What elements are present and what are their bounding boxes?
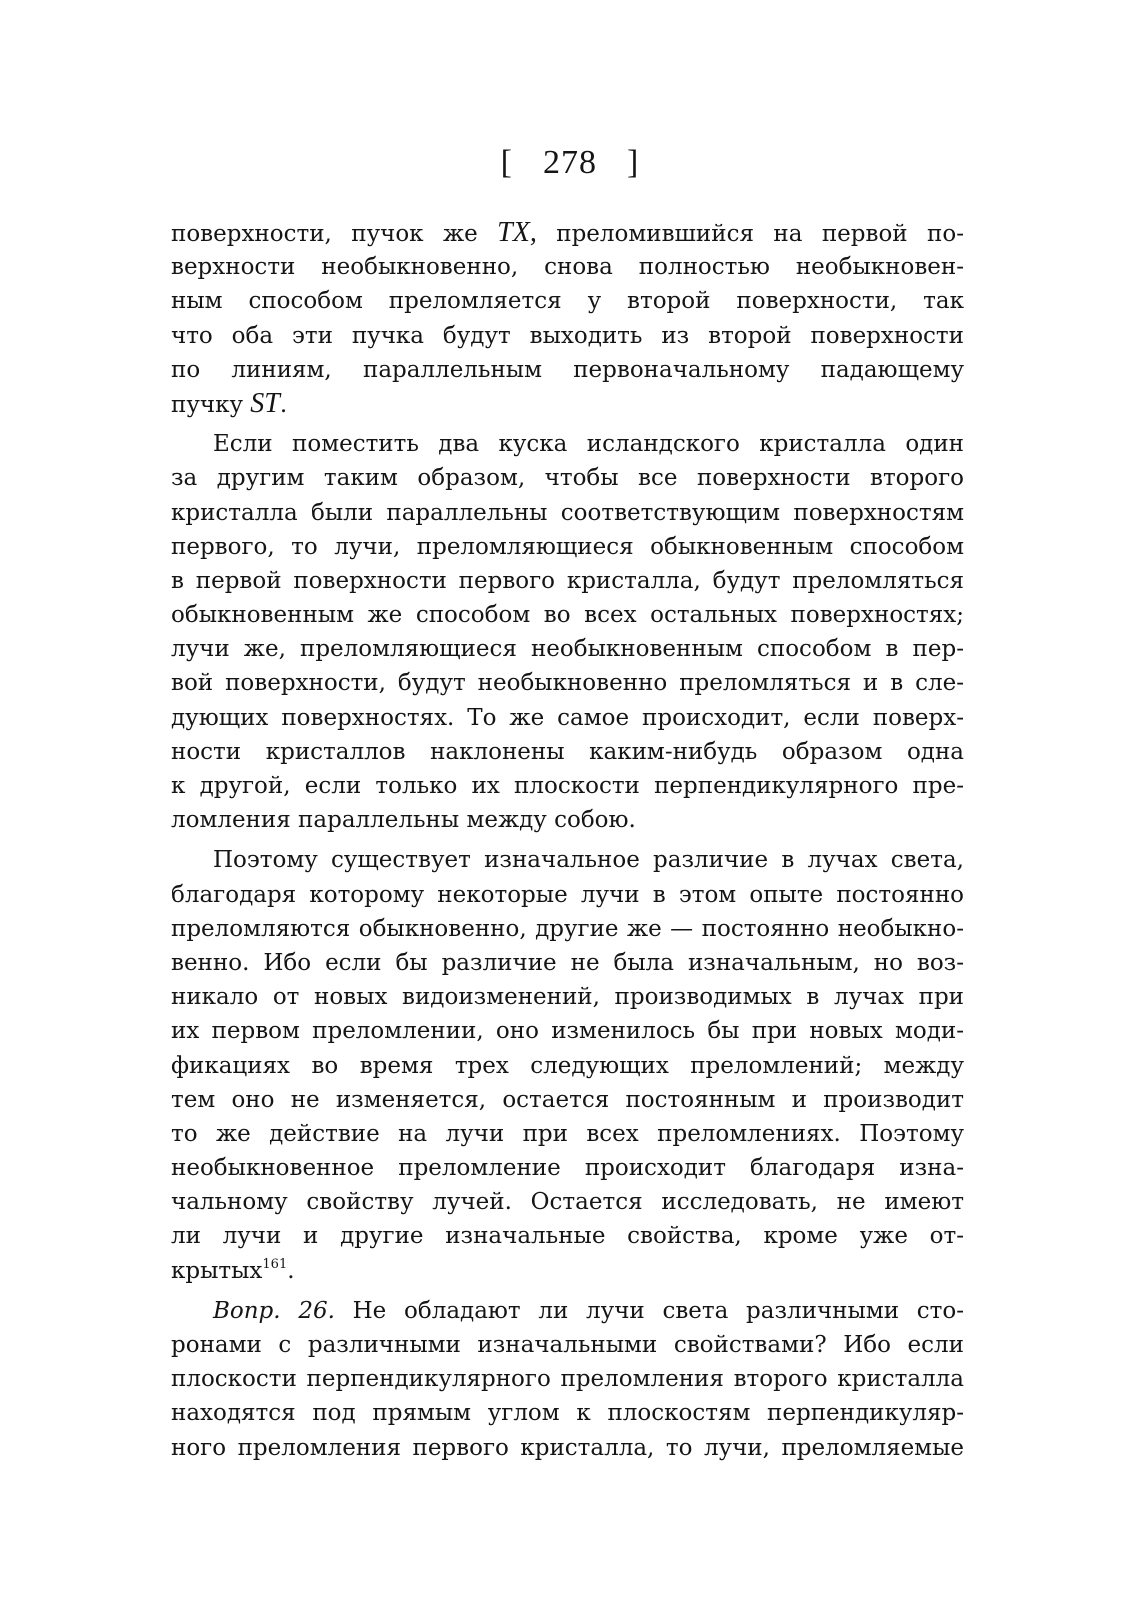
text-line: что оба эти пучка будут выходить из второй поверхности — [171, 322, 964, 349]
text-line: находятся под прямым углом к плоскостям перпендикуляр- — [171, 1400, 964, 1427]
text-line: фикациях во время трех следующих преломлений; между — [171, 1052, 964, 1079]
paragraph-1 — [171, 216, 964, 421]
text-line: благодаря которому некоторые лучи в этом опыте постоянно — [171, 881, 964, 908]
text-line: за другим таким образом, чтобы все поверхности второго — [171, 465, 964, 492]
text-run: . — [279, 391, 288, 418]
text-line: плоскости перпендикулярного преломления второго кристалла — [171, 1366, 964, 1393]
text-run: преломившийся на первой по- — [536, 221, 964, 247]
page-number: 278 — [543, 144, 597, 181]
text-line: их первом преломлении, оно изменилось бы при новых моди- — [171, 1018, 964, 1045]
text-line: преломляются обыкновенно, другие же — постоянно необыкно- — [171, 915, 964, 942]
text-line: никало от новых видоизменений, производимых в лучах при — [171, 984, 964, 1011]
paragraph-3 — [171, 843, 964, 1287]
math-symbol: ST — [250, 387, 280, 419]
page-number-bracket-open: [ — [500, 144, 513, 181]
text-line: к другой, если только их плоскости перпендикулярного пре- — [171, 773, 964, 799]
text-line: ного преломления первого кристалла, то лучи, преломляемые — [171, 1434, 964, 1461]
text-line: ломления параллельны между собою. — [171, 807, 636, 834]
text-run: . — [287, 1257, 295, 1284]
text-run: Не обладают ли лучи света различными сто- — [334, 1297, 964, 1324]
page-number-bracket-close: ] — [627, 144, 640, 181]
text-line: необыкновенное преломление происходит благодаря изна- — [171, 1155, 964, 1182]
text-line — [171, 1294, 964, 1328]
text-line: дующих поверхностях. То же самое происходит, если поверх- — [171, 704, 964, 731]
text-line: ности кристаллов наклонены каким-нибудь образом одна — [171, 738, 964, 765]
text-line: верхности необыкновенно, снова полностью необыкновен- — [171, 254, 964, 281]
text-line: кристалла были параллельны соответствующим поверхностям — [171, 499, 964, 526]
text-line: по линиям, параллельным первоначальному падающему — [171, 356, 964, 383]
text-line: вой поверхности, будут необыкновенно преломляться и в сле- — [171, 670, 964, 697]
text-run: пучку — [171, 391, 251, 418]
text-line: ронами с различными изначальными свойствами? Ибо если — [171, 1332, 964, 1358]
question-label: Вопр. 26. — [213, 1297, 335, 1324]
footnote-reference: 161 — [262, 1256, 288, 1272]
text-run: крытых — [171, 1257, 263, 1284]
text-line: венно. Ибо если бы различие не была изначальным, но воз- — [171, 949, 964, 976]
text-line: ли лучи и другие изначальные свойства, кроме уже от- — [171, 1223, 964, 1250]
text-run: поверхности, пучок же — [171, 221, 498, 247]
text-line: тем оно не изменяется, остается постоянным и производит — [171, 1086, 964, 1113]
paragraph-4 — [171, 1294, 964, 1465]
paragraph-2 — [171, 427, 964, 837]
page-header — [0, 143, 1140, 183]
text-line — [171, 1254, 964, 1288]
text-line: ным способом преломляется у второй поверхности, так — [171, 288, 964, 315]
text-line: в первой поверхности первого кристалла, будут преломляться — [171, 567, 964, 594]
body-text — [171, 216, 964, 1465]
math-symbol: TX, — [497, 217, 537, 248]
text-line: то же действие на лучи при всех преломлениях. Поэтому — [171, 1120, 964, 1147]
text-line: Если поместить два куска исландского кристалла один — [213, 431, 964, 458]
text-line — [171, 387, 964, 421]
text-line: обыкновенным же способом во всех остальных поверхностях; — [171, 602, 964, 629]
text-line: первого, то лучи, преломляющиеся обыкновенным способом — [171, 533, 964, 560]
text-line: чальному свойству лучей. Остается исследовать, не имеют — [171, 1189, 964, 1216]
text-line — [171, 216, 964, 250]
text-line: Поэтому существует изначальное различие в лучах света, — [213, 847, 964, 874]
text-line: лучи же, преломляющиеся необыкновенным способом в пер- — [171, 636, 964, 663]
